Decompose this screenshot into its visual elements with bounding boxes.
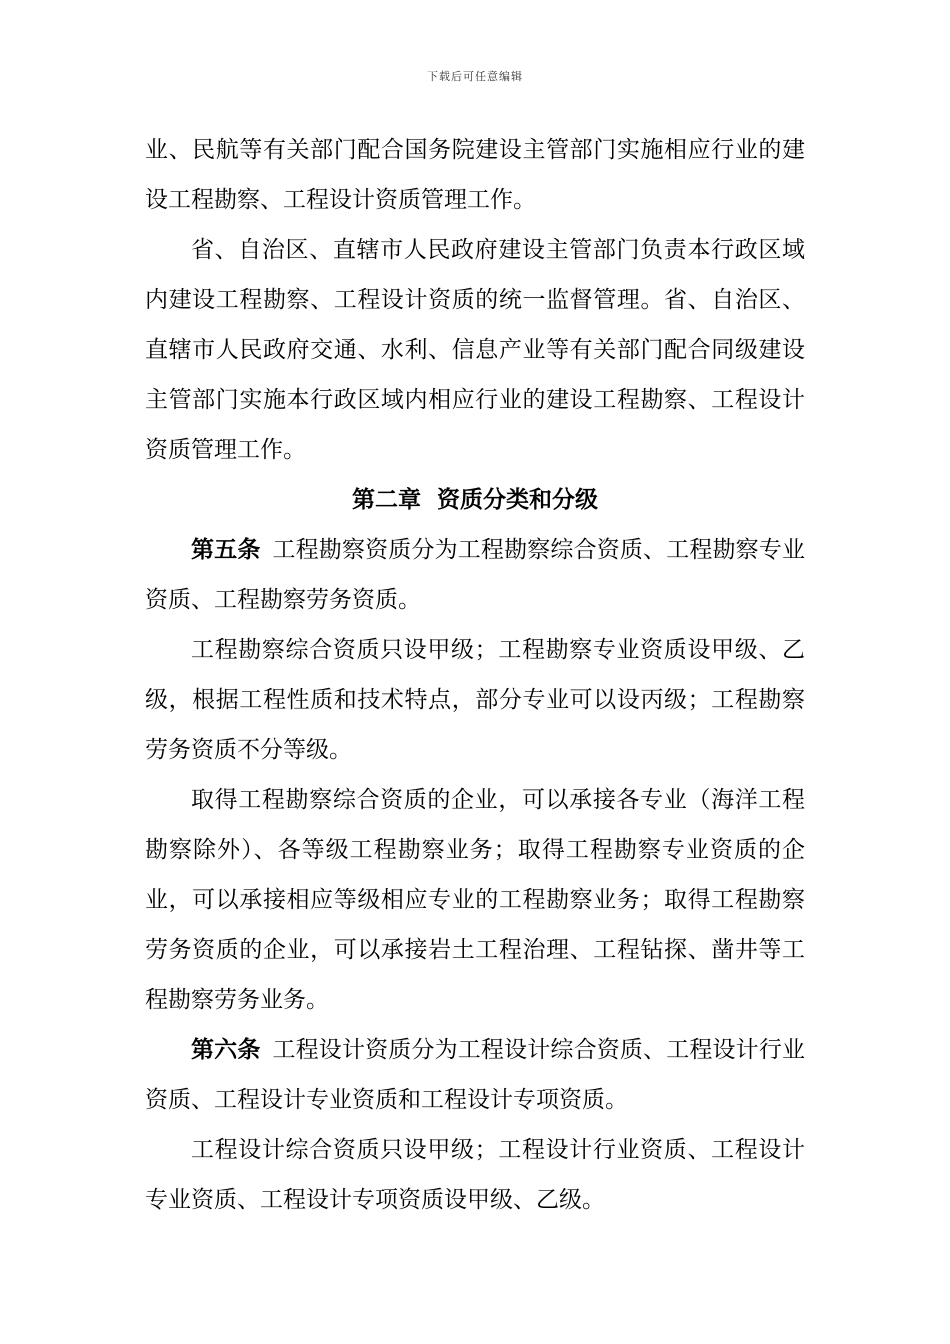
article-5-label: 第五条 — [191, 537, 261, 563]
paragraph-design-grades: 工程设计综合资质只设甲级；工程设计行业资质、工程设计专业资质、工程设计专项资质设甲级、乙级。 — [145, 1137, 805, 1213]
document-body — [145, 125, 805, 1225]
article-5-text: 工程勘察资质分为工程勘察综合资质、工程勘察专业资质、工程勘察劳务资质。 — [145, 537, 806, 613]
article-5 — [145, 525, 805, 625]
chapter-title: 第二章 资质分类和分级 — [351, 487, 598, 513]
article-6 — [145, 1025, 805, 1125]
paragraph-provincial-authority: 省、自治区、直辖市人民政府建设主管部门负责本行政区域内建设工程勘察、工程设计资质的统一监督管理。省、自治区、直辖市人民政府交通、水利、信息产业等有关部门配合同级建设主管部门实施本行政区域内相应行业的建设工程勘察、工程设计资质管理工作。 — [145, 237, 805, 463]
article-6-text: 工程设计资质分为工程设计综合资质、工程设计行业资质、工程设计专业资质和工程设计专项资质。 — [145, 1037, 806, 1113]
page-header-note: 下载后可任意编辑 — [427, 70, 523, 83]
paragraph-survey-grades: 工程勘察综合资质只设甲级；工程勘察专业资质设甲级、乙级，根据工程性质和技术特点，部分专业可以设丙级；工程勘察劳务资质不分等级。 — [145, 637, 805, 763]
paragraph-continuation: 业、民航等有关部门配合国务院建设主管部门实施相应行业的建设工程勘察、工程设计资质管理工作。 — [145, 137, 805, 213]
article-6-label: 第六条 — [191, 1037, 261, 1063]
paragraph-survey-scope: 取得工程勘察综合资质的企业，可以承接各专业（海洋工程勘察除外）、各等级工程勘察业务；取得工程勘察专业资质的企业，可以承接相应等级相应专业的工程勘察业务；取得工程勘察劳务资质的企业，可以承接岩土工程治理、工程钻探、凿井等工程勘察劳务业务。 — [145, 787, 805, 1013]
